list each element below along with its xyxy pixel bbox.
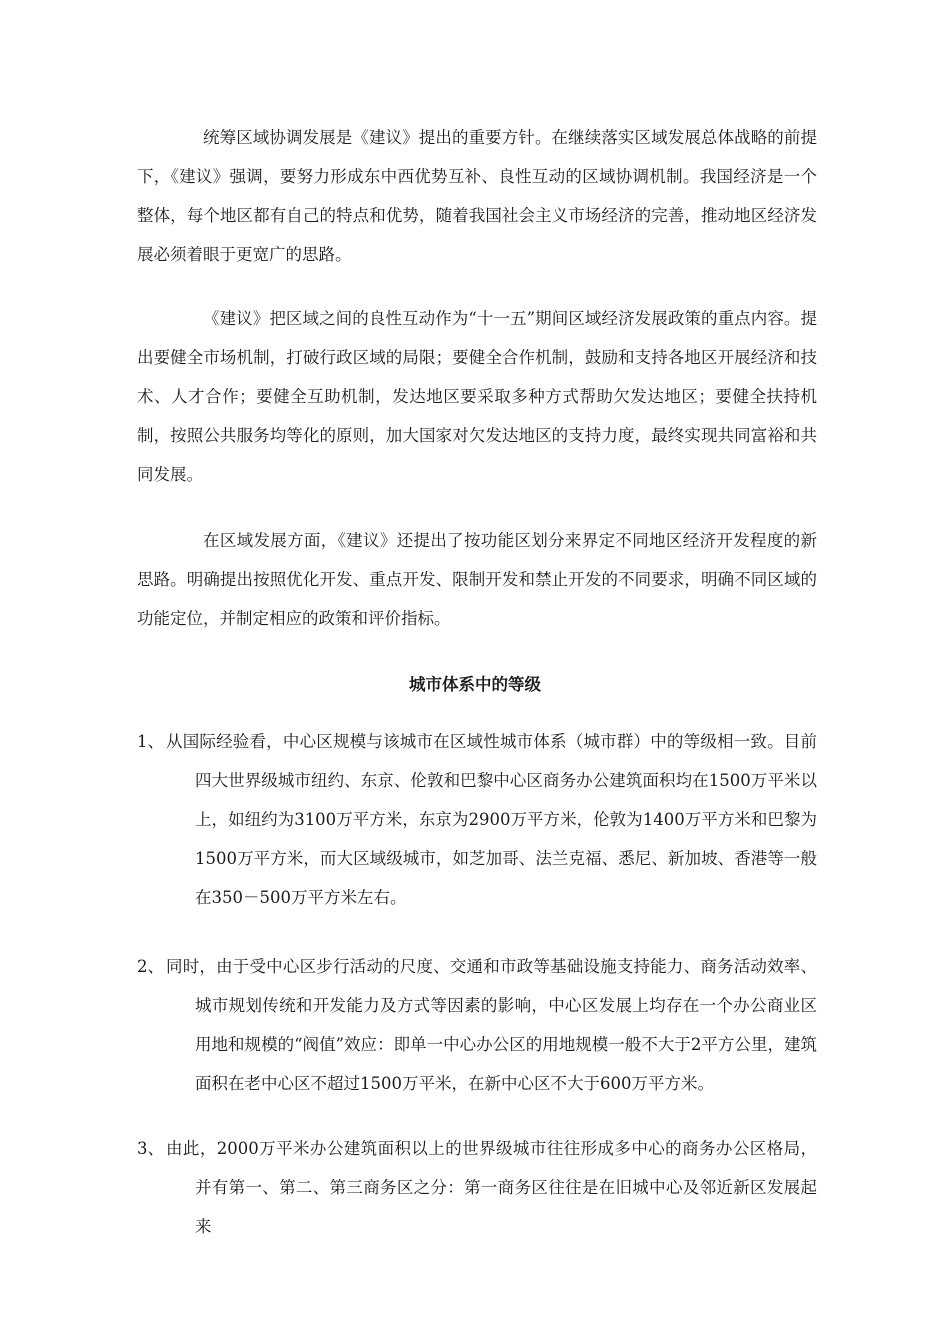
paragraph-regional-coordination: 统筹区域协调发展是《建议》提出的重要方针。在继续落实区域发展总体战略的前提下，《建议》强调，要努力形成东中西优势互补、良性互动的区域协调机制。我国经济是一个整体，每个地区都有自己的特点和优势，随着我国社会主义市场经济的完善，推动地区经济发展必须着眼于更宽广的思路。 xyxy=(137,128,817,264)
paragraph-regional-interaction: 《建议》把区域之间的良性互动作为“十一五”期间区域经济发展政策的重点内容。提出要健全市场机制，打破行政区域的局限；要健全合作机制，鼓励和支持各地区开展经济和技术、人才合作；要健全互助机制，发达地区要采取多种方式帮助欠发达地区；要健全扶持机制，按照公共服务均等化的原则，加大国家对欠发达地区的支持力度，最终实现共同富裕和共同发展。 xyxy=(137,309,817,484)
list-item-text: 同时，由于受中心区步行活动的尺度、交通和市政等基础设施支持能力、商务活动效率、城市规划传统和开发能力及方式等因素的影响，中心区发展上均存在一个办公商业区用地和规模的“阀值”效应：即单一中心办公区的用地规模一般不大于2平方公里，建筑面积在老中心区不超过1500万平米，在新中心区不大于600万平方米。 xyxy=(166,957,817,1093)
list-item-number: 1、 xyxy=(137,732,164,751)
list-item-number: 2、 xyxy=(137,957,164,976)
list-item-text: 从国际经验看，中心区规模与该城市在区域性城市体系（城市群）中的等级相一致。目前四大世界级城市纽约、东京、伦敦和巴黎中心区商务办公建筑面积均在1500万平米以上，如纽约为3100万平方米，东京为2900万平方米，伦敦为1400万平方米和巴黎为1500万平方米，而大区域级城市，如芝加哥、法兰克福、悉尼、新加坡、香港等一般在350－500万平方米左右。 xyxy=(166,732,817,907)
list-item-number: 3、 xyxy=(137,1139,164,1158)
list-item xyxy=(137,1129,817,1246)
list-item-text: 由此，2000万平米办公建筑面积以上的世界级城市往往形成多中心的商务办公区格局，并有第一、第二、第三商务区之分：第一商务区往往是在旧城中心及邻近新区发展起来 xyxy=(166,1139,817,1236)
list-item xyxy=(137,722,817,917)
section-heading: 城市体系中的等级 xyxy=(409,675,541,694)
list-item xyxy=(137,947,817,1103)
paragraph-functional-zoning: 在区域发展方面，《建议》还提出了按功能区划分来界定不同地区经济开发程度的新思路。明确提出按照优化开发、重点开发、限制开发和禁止开发的不同要求，明确不同区域的功能定位，并制定相应的政策和评价指标。 xyxy=(137,531,817,628)
